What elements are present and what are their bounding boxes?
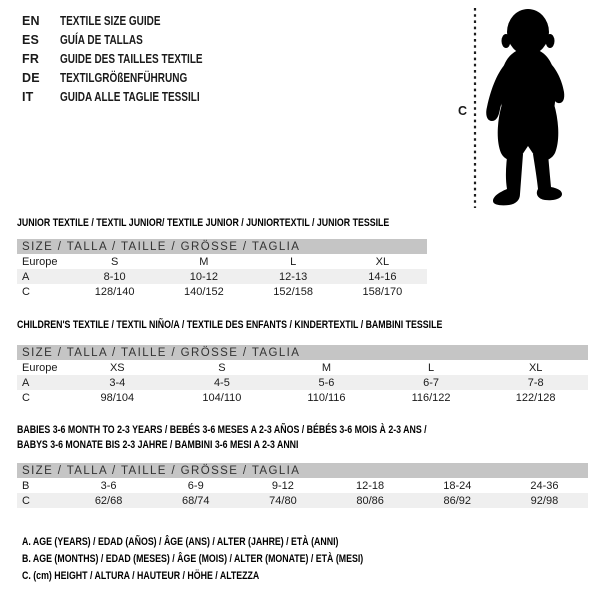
height-cell: 68/74 xyxy=(181,494,210,507)
height-cell: 92/98 xyxy=(530,494,559,507)
children-table-title-text: CHILDREN'S TEXTILE / TEXTIL NIÑO/A / TEXTILE DES ENFANTS / KINDERTEXTIL / BAMBINI TESSILE xyxy=(17,319,443,331)
size-cell: L xyxy=(290,255,297,268)
junior-table-title-text: JUNIOR TEXTILE / TEXTIL JUNIOR/ TEXTILE JUNIOR / JUNIORTEXTIL / JUNIOR TESSILE xyxy=(17,217,390,229)
age-cell: 12-13 xyxy=(279,270,308,283)
age-cell: 5-6 xyxy=(318,376,335,389)
size-cell: XS xyxy=(109,361,125,374)
height-cell: 98/104 xyxy=(100,391,135,404)
table-row xyxy=(17,284,427,299)
legend-line-c-text: C. (cm) HEIGHT / ALTURA / HAUTEUR / HÖHE / ALTEZZA xyxy=(22,569,260,582)
table-row xyxy=(17,375,588,390)
legend-line-b xyxy=(22,550,449,567)
legend-line-b-text: B. AGE (MONTHS) / EDAD (MESES) / ÂGE (MOIS) / ALTER (MONATE) / ETÀ (MESI) xyxy=(22,552,364,565)
height-cell: 152/158 xyxy=(273,285,313,298)
language-code: FR xyxy=(22,51,40,66)
table-row xyxy=(17,360,588,375)
height-cell: 158/170 xyxy=(362,285,403,298)
size-cell: XL xyxy=(375,255,390,268)
height-cell: 110/116 xyxy=(307,391,346,404)
size-cell: S xyxy=(218,361,226,374)
height-cell: 80/86 xyxy=(356,494,384,507)
junior-table-title xyxy=(17,216,482,231)
language-code: EN xyxy=(22,13,40,28)
age-cell: 9-12 xyxy=(271,479,294,492)
size-cell: S xyxy=(110,255,119,268)
language-code: IT xyxy=(22,89,34,104)
age-cell: 18-24 xyxy=(443,479,472,492)
age-cell: 10-12 xyxy=(189,270,218,283)
babies-size-table xyxy=(17,463,588,508)
table-row xyxy=(17,390,588,405)
language-row-de xyxy=(22,68,238,87)
children-table-title xyxy=(17,318,549,333)
age-cell: 14-16 xyxy=(368,270,397,283)
height-cell: 116/122 xyxy=(411,391,451,404)
age-cell: 6-9 xyxy=(187,479,204,492)
language-row-it xyxy=(22,87,238,106)
height-cell: 122/128 xyxy=(515,391,556,404)
language-row-en xyxy=(22,11,238,30)
junior-size-table xyxy=(17,239,427,299)
height-cell: 140/152 xyxy=(183,285,224,298)
size-cell: XL xyxy=(528,361,543,374)
children-size-table xyxy=(17,345,588,405)
row-label: B xyxy=(22,479,30,492)
height-measure-label: C xyxy=(458,104,468,118)
language-label: TEXTILGRÖßENFÜHRUNG xyxy=(60,70,188,85)
table-row xyxy=(17,269,427,284)
height-cell: 62/68 xyxy=(94,494,123,507)
age-cell: 4-5 xyxy=(213,376,230,389)
size-cell: M xyxy=(199,255,209,268)
age-cell: 8-10 xyxy=(103,270,126,283)
age-cell: 3-4 xyxy=(109,376,126,389)
language-row-es xyxy=(22,30,238,49)
language-row-fr xyxy=(22,49,238,68)
height-cell: 104/110 xyxy=(202,391,242,404)
language-code: DE xyxy=(22,70,40,85)
language-label: GUÍA DE TALLAS xyxy=(60,32,143,47)
language-guide-list xyxy=(22,11,238,106)
row-label: C xyxy=(22,285,30,298)
table-row xyxy=(17,254,427,269)
babies-table-title-line2: BABYS 3-6 MONATE BIS 2-3 JAHRE / BAMBINI 3-6 MESI A 2-3 ANNI xyxy=(17,439,299,451)
age-cell: 6-7 xyxy=(423,376,440,389)
language-code: ES xyxy=(22,32,40,47)
table-row xyxy=(17,478,588,493)
row-label: Europe xyxy=(22,255,58,268)
babies-table-title xyxy=(17,423,529,453)
age-cell: 7-8 xyxy=(527,376,544,389)
row-label: C xyxy=(22,391,30,404)
size-cell: M xyxy=(321,361,332,374)
age-cell: 24-36 xyxy=(530,479,559,492)
language-label: GUIDE DES TAILLES TEXTILE xyxy=(60,51,203,66)
row-label: A xyxy=(22,270,30,283)
height-cell: 128/140 xyxy=(94,285,135,298)
babies-table-title-line1: BABIES 3-6 MONTH TO 2-3 YEARS / BEBÉS 3-6 MESES A 2-3 AÑOS / BÉBÉS 3-6 MOIS À 2-3 ANS / xyxy=(17,424,427,436)
size-cell: L xyxy=(428,361,435,374)
age-cell: 12-18 xyxy=(356,479,385,492)
legend-line-c xyxy=(22,567,449,584)
row-label: C xyxy=(22,494,30,507)
height-cell: 86/92 xyxy=(443,494,472,507)
measurement-legend xyxy=(22,533,449,584)
baby-silhouette-image xyxy=(483,8,573,208)
legend-line-a xyxy=(22,533,449,550)
table-row xyxy=(17,493,588,508)
size-header-bar: SIZE / TALLA / TAILLE / GRÖSSE / TAGLIA xyxy=(17,345,588,360)
height-cell: 74/80 xyxy=(269,494,297,507)
age-cell: 3-6 xyxy=(100,479,117,492)
language-label: TEXTILE SIZE GUIDE xyxy=(60,13,161,28)
language-label: GUIDA ALLE TAGLIE TESSILI xyxy=(60,89,200,104)
height-measure-dashed-line xyxy=(473,8,477,208)
row-label: Europe xyxy=(22,361,58,374)
size-header-bar: SIZE / TALLA / TAILLE / GRÖSSE / TAGLIA xyxy=(17,239,427,254)
size-header-bar: SIZE / TALLA / TAILLE / GRÖSSE / TAGLIA xyxy=(17,463,588,478)
row-label: A xyxy=(22,376,30,389)
legend-line-a-text: A. AGE (YEARS) / EDAD (AÑOS) / ÂGE (ANS) / ALTER (JAHRE) / ETÀ (ANNI) xyxy=(22,535,339,548)
